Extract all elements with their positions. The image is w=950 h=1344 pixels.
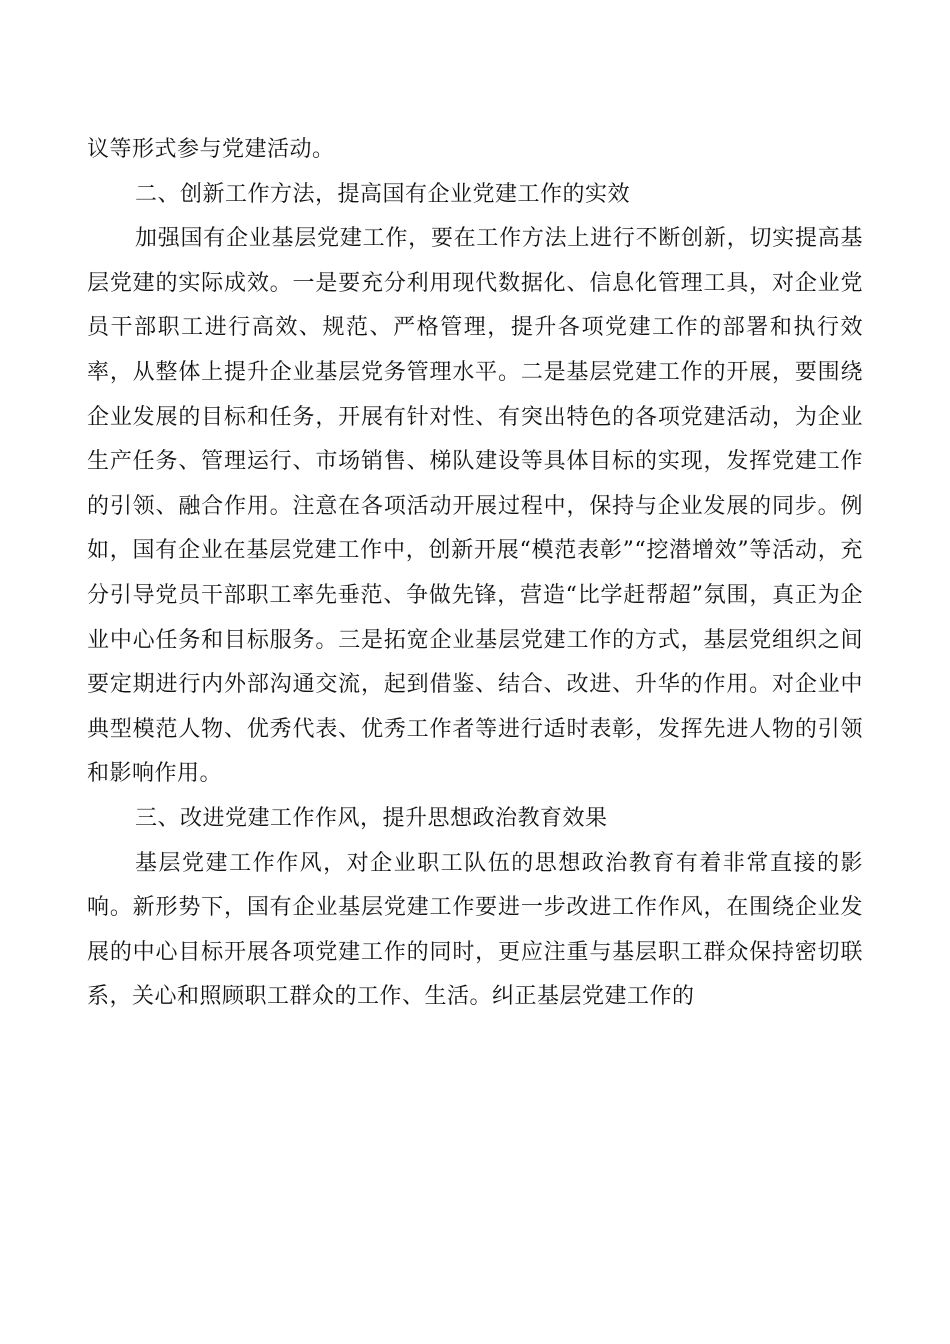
paragraph-continuation: 议等形式参与党建活动。 xyxy=(87,137,335,162)
section-heading-2: 二、创新工作方法，提高国有企业党建工作的实效 xyxy=(135,181,631,207)
document-body xyxy=(87,128,863,1020)
paragraph-methods: 加强国有企业基层党建工作，要在工作方法上进行不断创新，切实提高基层党建的实际成效。一是要充分利用现代数据化、信息化管理工具，对企业党员干部职工进行高效、规范、严格管理，提升各项党建工作的部署和执行效率，从整体上提升企业基层党务管理水平。二是基层党建工作的开展，要围绕企业发展的目标和任务，开展有针对性、有突出特色的各项党建活动，为企业生产任务、管理运行、市场销售、梯队建设等具体目标的实现，发挥党建工作的引领、融合作用。注意在各项活动开展过程中，保持与企业发展的同步。例如，国有企业在基层党建工作中，创新开展“模范表彰”“挖潜增效”等活动，充分引导党员干部职工率先垂范、争做先锋，营造“比学赶帮超”氛围，真正为企业中心任务和目标服务。三是拓宽企业基层党建工作的方式，基层党组织之间要定期进行内外部沟通交流，起到借鉴、结合、改进、升华的作用。对企业中典型模范人物、优秀代表、优秀工作者等进行适时表彰，发挥先进人物的引领和影响作用。 xyxy=(87,226,863,787)
section-heading-3: 三、改进党建工作作风，提升思想政治教育效果 xyxy=(135,805,608,831)
paragraph-style: 基层党建工作作风，对企业职工队伍的思想政治教育有着非常直接的影响。新形势下，国有企业基层党建工作要进一步改进工作作风，在围绕企业发展的中心目标开展各项党建工作的同时，更应注重与基层职工群众保持密切联系，关心和照顾职工群众的工作、生活。纠正基层党建工作的 xyxy=(87,850,863,1010)
